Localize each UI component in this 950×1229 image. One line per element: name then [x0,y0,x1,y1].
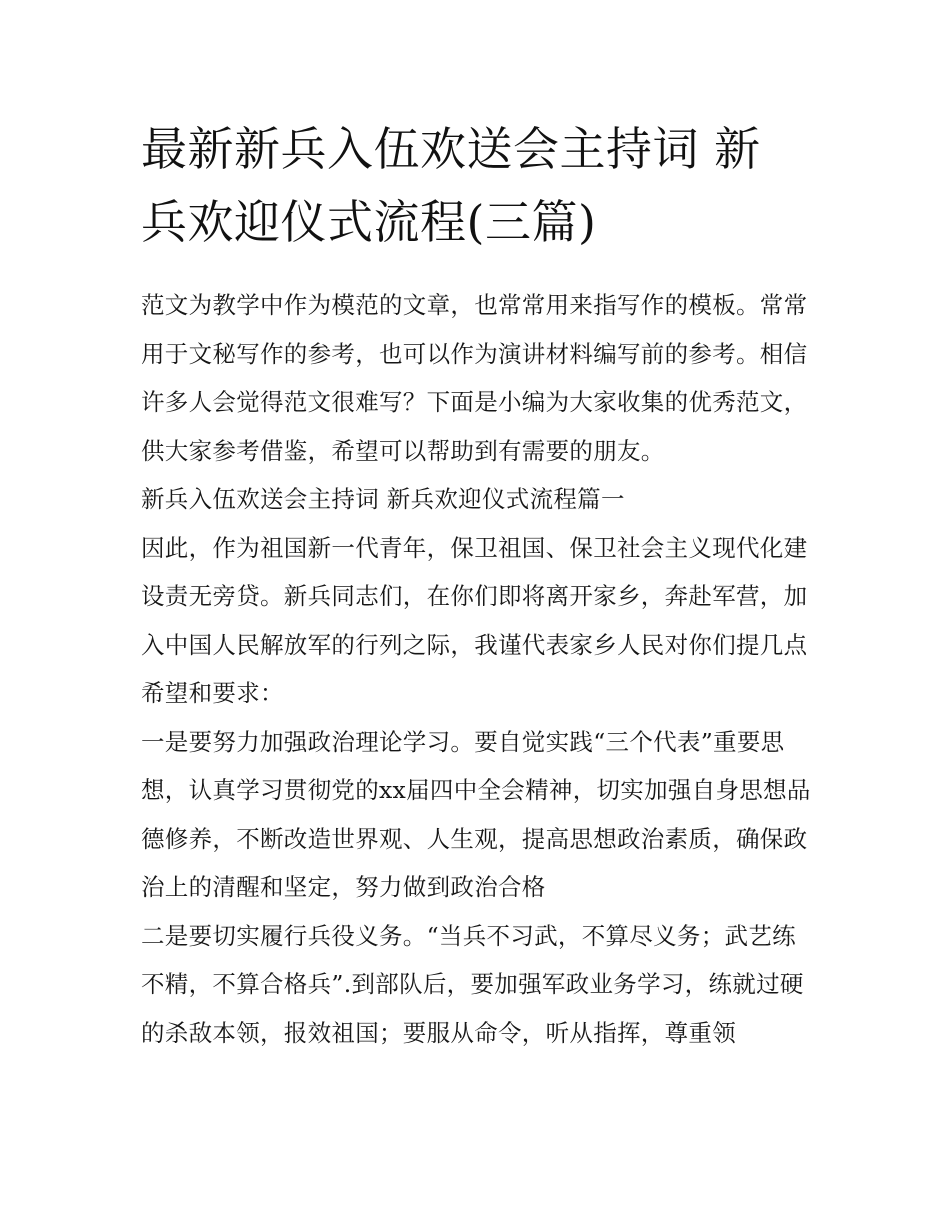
document-body [141,113,813,1057]
document-title [141,113,813,259]
title-line-2: 兵欢迎仪式流程(三篇) [141,195,597,249]
body-paragraph: 二是要切实履行兵役义务。“当兵不习武，不算尽义务；武艺练不精，不算合格兵”.到部队后，要加强军政业务学习，练就过硬的杀敌本领，报效祖国；要服从命令，听从指挥，尊重领 [141,921,804,1047]
section-heading: 新兵入伍欢送会主持词 新兵欢迎仪式流程篇一 [141,485,625,513]
body-paragraph: 因此，作为祖国新一代青年，保卫祖国、保卫社会主义现代化建设责无旁贷。新兵同志们，在你们即将离开家乡，奔赴军营，加入中国人民解放军的行列之际，我谨代表家乡人民对你们提几点希望和要求： [141,533,808,707]
intro-paragraph: 范文为教学中作为模范的文章，也常常用来指写作的模板。常常用于文秘写作的参考，也可以作为演讲材料编写前的参考。相信许多人会觉得范文很难写？下面是小编为大家收集的优秀范文，供大家参考借鉴，希望可以帮助到有需要的朋友。 [141,291,808,465]
body-paragraph: 一是要努力加强政治理论学习。要自觉实践“三个代表”重要思想，认真学习贯彻党的xx届四中全会精神，切实加强自身思想品德修养，不断改造世界观、人生观，提高思想政治素质，确保政治上的清醒和坚定，努力做到政治合格 [141,727,811,901]
paragraph-list [141,281,813,1057]
title-line-1: 最新新兵入伍欢送会主持词 新 [141,122,761,176]
